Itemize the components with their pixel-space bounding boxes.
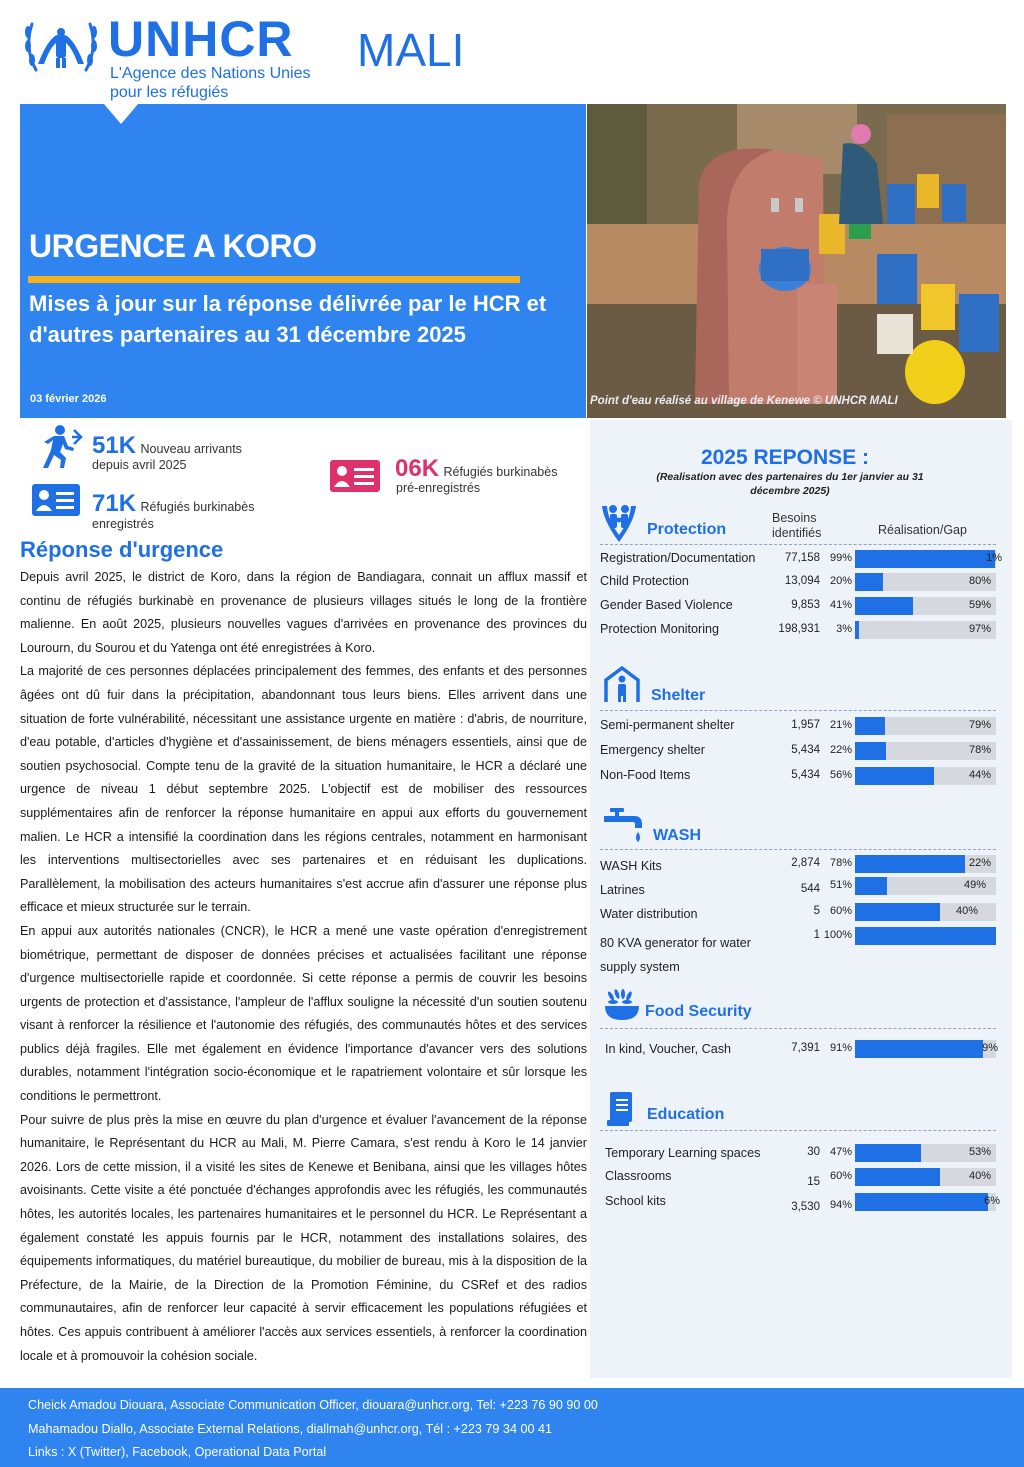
progress-bar <box>855 550 1002 568</box>
kpi-label-line-2: depuis avril 2025 <box>92 458 187 472</box>
paragraph: Depuis avril 2025, le district de Koro, dans la région de Bandiagara, connait un afflux massif et continu de réfugiés burkinabè en provenance de plusieurs villages situés le long de la frontière malienne. En août 2025, plusieurs nouvelles vagues d'arrivées en provenance des provinces du Lourourn, du Sourou et du Yatenga ont été enregistrées à Koro. <box>20 570 587 655</box>
indicator-pct: 78% <box>829 857 852 869</box>
indicator-label: Gender Based Violence <box>600 598 733 612</box>
indicator-row <box>600 1168 1000 1188</box>
indicator-label: Water distribution <box>600 907 698 921</box>
col-header-needs-line-1: Besoins <box>772 511 817 525</box>
kpi-label: Réfugiés burkinabès <box>140 500 255 514</box>
org-name: UNHCR <box>108 11 294 67</box>
indicator-gap: 97% <box>968 623 991 635</box>
indicator-gap: 59% <box>968 599 991 611</box>
cover-photo <box>587 104 1006 418</box>
kpi-new-arrivals <box>92 432 242 460</box>
indicator-needs: 198,931 <box>778 623 820 635</box>
progress-bar <box>855 927 996 945</box>
indicator-needs: 7,391 <box>791 1042 820 1054</box>
links-line: Links : X (Twitter), Facebook, Operational Data Portal <box>28 1445 327 1459</box>
header <box>0 0 1024 104</box>
indicator-label: Temporary Learning spaces <box>605 1146 761 1160</box>
banner-notch <box>104 104 138 124</box>
sector-divider <box>600 1130 996 1131</box>
progress-bar <box>855 621 996 639</box>
progress-bar <box>855 767 996 785</box>
report-date: 03 février 2026 <box>30 393 107 405</box>
indicator-pct: 91% <box>829 1042 852 1054</box>
indicator-gap: 40% <box>968 1170 991 1182</box>
indicator-needs: 15 <box>807 1176 820 1188</box>
paragraph: Pour suivre de plus près la mise en œuvre du plan d'urgence et évaluer l'avancement de la réponse humanitaire, le Représentant du HCR au Mali, M. Pierre Camara, s'est rendu à Koro le 14 janvier 2026. Lors de cette mission, il a visité les sites de Kenewe et Benibana, ainsi que les villages hôtes avoisinants. Cette visite a été ponctuée d'échanges approfondis avec les réfugiés, les communautés hôtes, les autorités locales, les partenaires humanitaires et le personnel du HCR. Le Représentant a également constaté les appuis fournis par le HCR, notamment des installations solaires, des équipements informatiques, du matériel bureautique, du mobilier de bureau, mis à la disposition de la Préfecture, de la Mairie, de la Direction de la Promotion Féminine, du CSRef et des radios communautaires, afin de renforcer leur capacité à servir efficacement les populations réfugiées et hôtes. Ces appuis contribuent à améliorer l'accès aux services essentiels, à renforcer la coordination locale et à promouvoir la cohésion sociale. <box>20 1112 587 1363</box>
progress-fill <box>855 597 913 615</box>
progress-fill <box>855 927 996 945</box>
indicator-pct: 3% <box>836 623 852 635</box>
indicator-gap: 1% <box>986 552 1002 564</box>
indicator-label: Protection Monitoring <box>600 622 720 636</box>
indicator-label: Classrooms <box>605 1169 672 1183</box>
book-icon <box>607 1092 635 1126</box>
indicator-label: Semi-permanent shelter <box>600 718 735 732</box>
contact-line: Cheick Amadou Diouara, Associate Communication Officer, diouara@unhcr.org, Tel: +223 76 90 90 00 <box>28 1398 598 1412</box>
indicator-row <box>600 1144 1000 1164</box>
indicator-row <box>600 717 1000 737</box>
indicator-gap: 22% <box>968 857 991 869</box>
indicator-row <box>600 742 1000 762</box>
kpi-value: 51K <box>92 432 137 459</box>
org-subtitle <box>110 64 311 102</box>
indicator-label-line-1: 80 KVA generator for water <box>600 936 751 950</box>
response-note: (Realisation avec des partenaires du 1er janvier au 31 décembre 2025) <box>656 471 924 497</box>
progress-bar <box>855 597 996 615</box>
indicator-pct: 20% <box>829 575 852 587</box>
progress-fill <box>855 1144 921 1162</box>
progress-fill <box>855 767 934 785</box>
progress-fill <box>855 903 940 921</box>
indicator-pct: 94% <box>829 1199 852 1211</box>
sector-name: Education <box>647 1106 725 1123</box>
indicator-needs: 77,158 <box>784 552 820 564</box>
response-title: 2025 REPONSE : <box>700 446 870 469</box>
indicator-needs: 3,530 <box>791 1201 820 1213</box>
progress-bar <box>855 1040 996 1058</box>
indicator-gap: 80% <box>968 575 991 587</box>
progress-fill <box>855 877 887 895</box>
progress-bar <box>855 855 996 873</box>
indicator-row <box>600 767 1000 787</box>
col-header-needs-line-2: identifiés <box>772 526 822 540</box>
progress-bar <box>855 1193 1000 1211</box>
kpi-label: Nouveau arrivants <box>140 442 242 456</box>
body-text <box>20 566 587 1368</box>
indicator-pct: 22% <box>829 744 852 756</box>
col-header-gap: Réalisation/Gap <box>878 523 967 537</box>
indicator-label: In kind, Voucher, Cash <box>605 1042 732 1056</box>
indicator-needs: 5 <box>813 905 820 917</box>
indicator-row <box>600 597 1000 617</box>
indicator-pct: 100% <box>823 929 852 941</box>
indicator-gap: 78% <box>968 744 991 756</box>
indicator-row <box>600 573 1000 593</box>
indicator-row <box>600 927 1000 974</box>
kpi-value: 71K <box>92 490 137 517</box>
report-title: URGENCE A KORO <box>29 228 317 264</box>
indicator-needs: 1,957 <box>791 719 820 731</box>
indicator-label: School kits <box>605 1194 666 1208</box>
progress-bar <box>855 717 996 735</box>
indicator-gap: 6% <box>984 1195 1000 1207</box>
progress-fill <box>855 550 995 568</box>
kpi-pre-registered <box>395 455 557 483</box>
unhcr-logo-icon <box>22 10 100 78</box>
indicator-pct: 60% <box>829 905 852 917</box>
contact-line: Mahamadou Diallo, Associate External Relations, diallmah@unhcr.org, Tél : +223 79 34 00 41 <box>28 1421 552 1436</box>
sector-divider <box>600 710 996 711</box>
indicator-gap: 79% <box>968 719 991 731</box>
sector-name: WASH <box>653 827 701 844</box>
indicator-gap: 53% <box>968 1146 991 1158</box>
indicator-pct: 41% <box>829 599 852 611</box>
indicator-needs: 5,434 <box>791 769 820 781</box>
id-card-icon <box>330 460 380 492</box>
contact-footer <box>0 1388 1024 1467</box>
indicator-gap: 49% <box>963 879 986 891</box>
indicator-gap: 44% <box>968 769 991 781</box>
sector-name: Protection <box>647 521 727 538</box>
photo-caption: Point d'eau réalisé au village de Kenewe © UNHCR MALI <box>590 395 898 407</box>
water-tap-icon <box>604 806 644 844</box>
progress-bar <box>855 877 996 895</box>
section-title: Réponse d'urgence <box>20 537 224 562</box>
progress-fill <box>855 717 885 735</box>
kpi-label-line-2: enregistrés <box>92 517 154 531</box>
country-title: MALI <box>357 24 465 76</box>
paragraph: La majorité de ces personnes déplacées principalement des femmes, des enfants et des personnes âgées ont dû fuir dans la précipitation, abandonnant tous leurs biens. Elles arrivent dans une situation de forte vulnérabilité, nécessitant une assistance urgente en matière : d'abris, de nourriture, d'eau potable, d'articles d'hygiène et d'assainissement, de biens ménagers essentiels, ainsi que de soutien psychosocial. Compte tenu de la gravité de la situation humanitaire, le HCR a déclaré une urgence de niveau 1 début septembre 2025. L'objectif est de mobiliser des ressources supplémentaires afin de renforcer la réponse humanitaire en appui aux efforts du gouvernement malien. Le HCR a intensifié la coordination dans les régions centrales, notamment en harmonisant les interventions multisectorielles avec ses partenaires et en réduisant les duplications. Parallèlement, la mobilisation des acteurs humanitaires s'est accrue afin d'assurer une réponse plus efficace et mieux structurée sur le terrain. <box>20 664 587 915</box>
kpi-registered <box>92 490 254 518</box>
indicator-pct: 56% <box>829 769 852 781</box>
indicator-pct: 99% <box>829 552 852 564</box>
kpi-value: 06K <box>395 455 440 482</box>
title-divider <box>28 276 520 283</box>
indicator-needs: 30 <box>807 1146 820 1158</box>
indicator-pct: 60% <box>829 1170 852 1182</box>
progress-bar <box>855 742 996 760</box>
indicator-label: WASH Kits <box>600 859 662 873</box>
indicator-pct: 47% <box>829 1146 852 1158</box>
indicator-needs: 1 <box>813 929 820 941</box>
indicator-gap: 9% <box>982 1042 998 1054</box>
indicator-row <box>600 1193 1000 1213</box>
indicator-label-line-2: supply system <box>600 960 680 974</box>
col-header-needs <box>772 511 821 541</box>
indicator-needs: 5,434 <box>791 744 820 756</box>
progress-bar <box>855 1168 996 1186</box>
indicator-needs: 13,094 <box>784 575 820 587</box>
id-card-icon <box>32 484 80 516</box>
sector-divider <box>600 1028 996 1029</box>
indicator-row <box>600 1040 1000 1060</box>
indicator-pct: 51% <box>829 879 852 891</box>
progress-bar <box>855 903 996 921</box>
sector-divider <box>600 849 996 850</box>
indicator-needs: 9,853 <box>791 599 820 611</box>
running-person-icon <box>34 424 84 468</box>
indicator-label <box>600 931 751 979</box>
indicator-row <box>600 855 1000 875</box>
progress-fill <box>855 855 965 873</box>
org-subtitle-line-1: L'Agence des Nations Unies <box>110 65 311 82</box>
progress-fill <box>855 1193 988 1211</box>
sector-divider <box>600 544 996 545</box>
progress-fill <box>855 1168 940 1186</box>
family-protection-icon <box>600 502 638 542</box>
indicator-label: Latrines <box>600 883 645 897</box>
progress-bar <box>855 1144 996 1162</box>
kpi-label: Réfugiés burkinabès <box>443 465 558 479</box>
progress-fill <box>855 621 859 639</box>
indicator-row <box>600 621 1000 641</box>
kpi-label-line-2: pré-enregistrés <box>396 481 481 495</box>
indicator-gap: 40% <box>955 905 978 917</box>
progress-fill <box>855 1040 983 1058</box>
indicator-row <box>600 877 1000 897</box>
report-subtitle: Mises à jour sur la réponse délivrée par le HCR et d'autres partenaires au 31 décembre 2025 <box>29 291 547 347</box>
progress-fill <box>855 742 886 760</box>
progress-bar <box>855 573 996 591</box>
food-bowl-icon <box>603 988 641 1022</box>
shelter-icon <box>602 664 642 704</box>
sector-name: Food Security <box>645 1003 752 1020</box>
indicator-needs: 2,874 <box>791 857 820 869</box>
sector-name: Shelter <box>651 687 706 704</box>
indicator-row <box>600 550 1000 570</box>
indicator-row <box>600 903 1000 923</box>
org-subtitle-line-2: pour les réfugiés <box>110 84 229 101</box>
indicator-pct: 21% <box>829 719 852 731</box>
indicator-needs: 544 <box>800 883 820 895</box>
indicator-label: Child Protection <box>600 574 689 588</box>
paragraph: En appui aux autorités nationales (CNCR), le HCR a mené une vaste opération d'enregistrement biométrique, permettant de disposer de données précises et actualisées facilitant une réponse d'urgence multisectorielle rapide et coordonnée. Si cette réponse a permis de couvrir les besoins urgents de protection et d'assistance, l'ampleur de l'afflux souligne la nécessité d'un soutien soutenu visant à renforcer la résilience et l'autonomie des réfugiés, des communautés hôtes et des services publics déjà fragiles. Elle met également en évidence l'importance d'avancer vers des solutions durables, notamment l'intégration socio-économique et le rapatriement volontaire et sûr lorsque les conditions le permettront. <box>20 923 587 1104</box>
indicator-label: Non-Food Items <box>600 768 691 782</box>
indicator-label: Emergency shelter <box>600 743 705 757</box>
progress-fill <box>855 573 883 591</box>
indicator-label: Registration/Documentation <box>600 551 756 565</box>
